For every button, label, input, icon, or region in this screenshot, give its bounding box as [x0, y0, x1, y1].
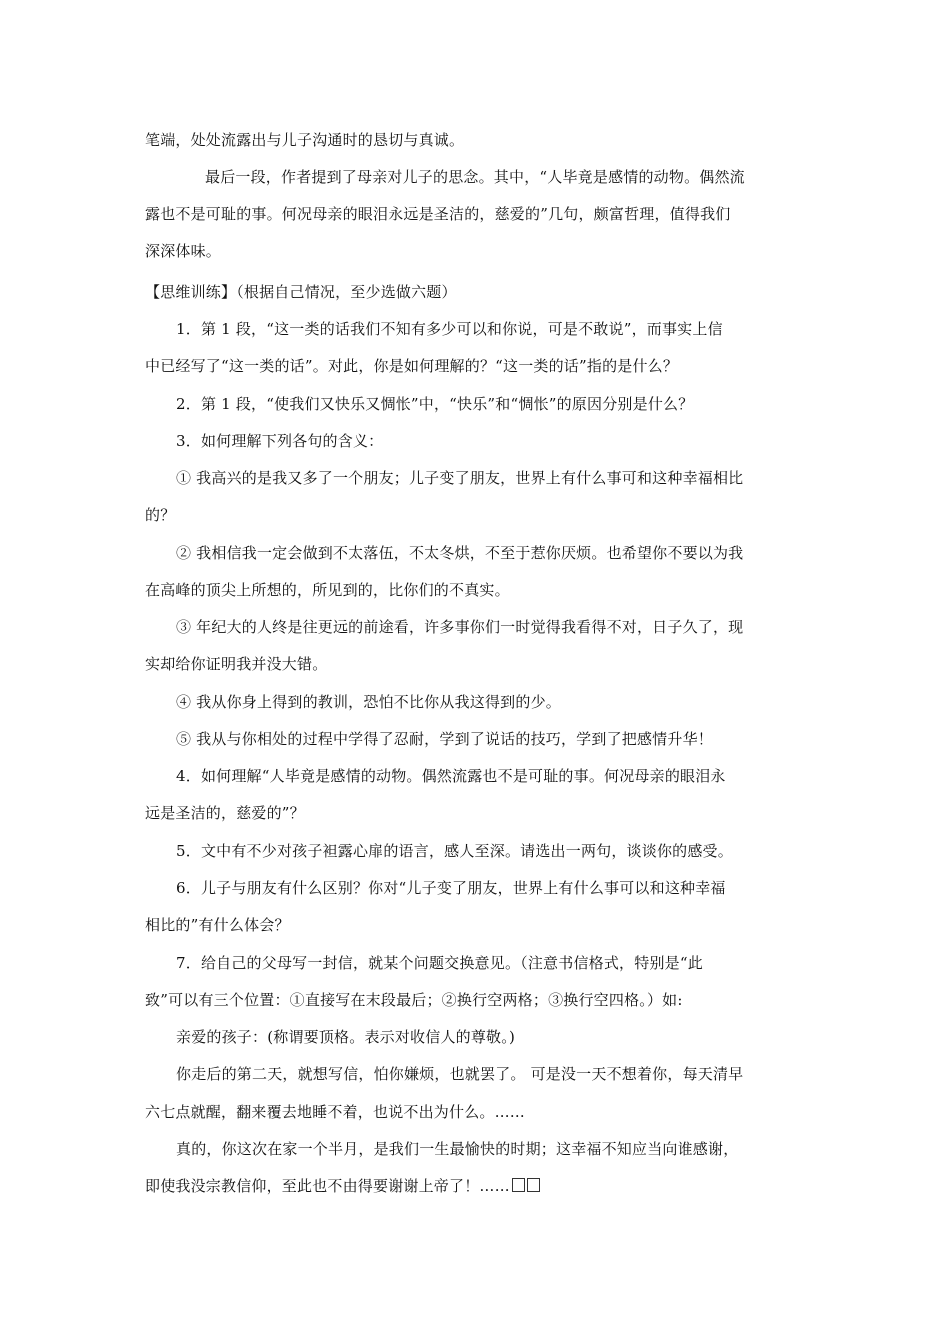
- blank-box-icon: [512, 1178, 525, 1192]
- question-5: 5．文中有不少对孩子袒露心扉的语言，感人至深。请选出一两句，谈谈你的感受。: [176, 842, 733, 860]
- question-4: 4．如何理解“人毕竟是感情的动物。偶然流露也不是可耻的事。何况母亲的眼泪永: [176, 767, 726, 785]
- sentence-2: ② 我相信我一定会做到不太落伍，不太冬烘，不至于惹你厌烦。也希望你不要以为我: [176, 544, 744, 562]
- text-line: 的？: [145, 506, 176, 524]
- text-line: 露也不是可耻的事。何况母亲的眼泪永远是圣洁的，慈爱的”几句，颇富哲理，值得我们: [145, 205, 731, 223]
- blank-box-icon: [527, 1178, 540, 1192]
- text-line: 六七点就醒，翻来覆去地睡不着，也说不出为什么。……: [145, 1103, 526, 1121]
- section-heading: 【思维训练】（根据自己情况，至少选做六题）: [145, 283, 457, 301]
- question-2: 2．第 1 段，“使我们又快乐又惆怅”中，“快乐”和“惆怅”的原因分别是什么？: [176, 395, 694, 413]
- question-3: 3．如何理解下列各句的含义：: [176, 432, 384, 450]
- text-line: 远是圣洁的，慈爱的”？: [145, 804, 305, 822]
- text-line: 致”可以有三个位置：①直接写在末段最后；②换行空两格；③换行空四格。）如:: [145, 991, 683, 1009]
- letter-text: 你走后的第二天，就想写信，怕你嫌烦，也就罢了。 可是没一天不想着你，每天清早: [176, 1065, 744, 1083]
- text-line: 相比的”有什么体会？: [145, 916, 290, 934]
- question-1: 1．第 1 段，“这一类的话我们不知有多少可以和你说，可是不敢说”，而事实上信: [176, 320, 723, 338]
- text-line-last: [145, 1176, 825, 1196]
- question-6: 6．儿子与朋友有什么区别？你对“儿子变了朋友，世界上有什么事可以和这种幸福: [176, 879, 726, 897]
- question-7: 7．给自己的父母写一封信，就某个问题交换意见。（注意书信格式，特别是“此: [176, 954, 703, 972]
- text-line: 笔端，处处流露出与儿子沟通时的恳切与真诚。: [145, 131, 465, 149]
- text-content: 即使我没宗教信仰，至此也不由得要谢谢上帝了！……: [145, 1177, 510, 1195]
- sentence-4: ④ 我从你身上得到的教训，恐怕不比你从我这得到的少。: [176, 693, 561, 711]
- letter-salutation: 亲爱的孩子：(称谓要顶格。表示对收信人的尊敬。): [176, 1028, 516, 1046]
- sentence-5: ⑤ 我从与你相处的过程中学得了忍耐，学到了说话的技巧，学到了把感情升华！: [176, 730, 713, 748]
- text-line: 实却给你证明我并没大错。: [145, 655, 328, 673]
- text-line: 在高峰的顶尖上所想的，所见到的，比你们的不真实。: [145, 581, 510, 599]
- sentence-1: ① 我高兴的是我又多了一个朋友；儿子变了朋友，世界上有什么事可和这种幸福相比: [176, 469, 744, 487]
- letter-text: 真的，你这次在家一个半月，是我们一生最愉快的时期；这幸福不知应当向谁感谢，: [176, 1140, 739, 1158]
- sentence-3: ③ 年纪大的人终是往更远的前途看，许多事你们一时觉得我看得不对，日子久了，现: [176, 618, 744, 636]
- text-line: 中已经写了“这一类的话”。对此，你是如何理解的？“这一类的话”指的是什么？: [145, 357, 679, 375]
- text-line: 最后一段，作者提到了母亲对儿子的思念。其中，“人毕竟是感情的动物。偶然流: [205, 168, 745, 186]
- text-line: 深深体味。: [145, 242, 222, 260]
